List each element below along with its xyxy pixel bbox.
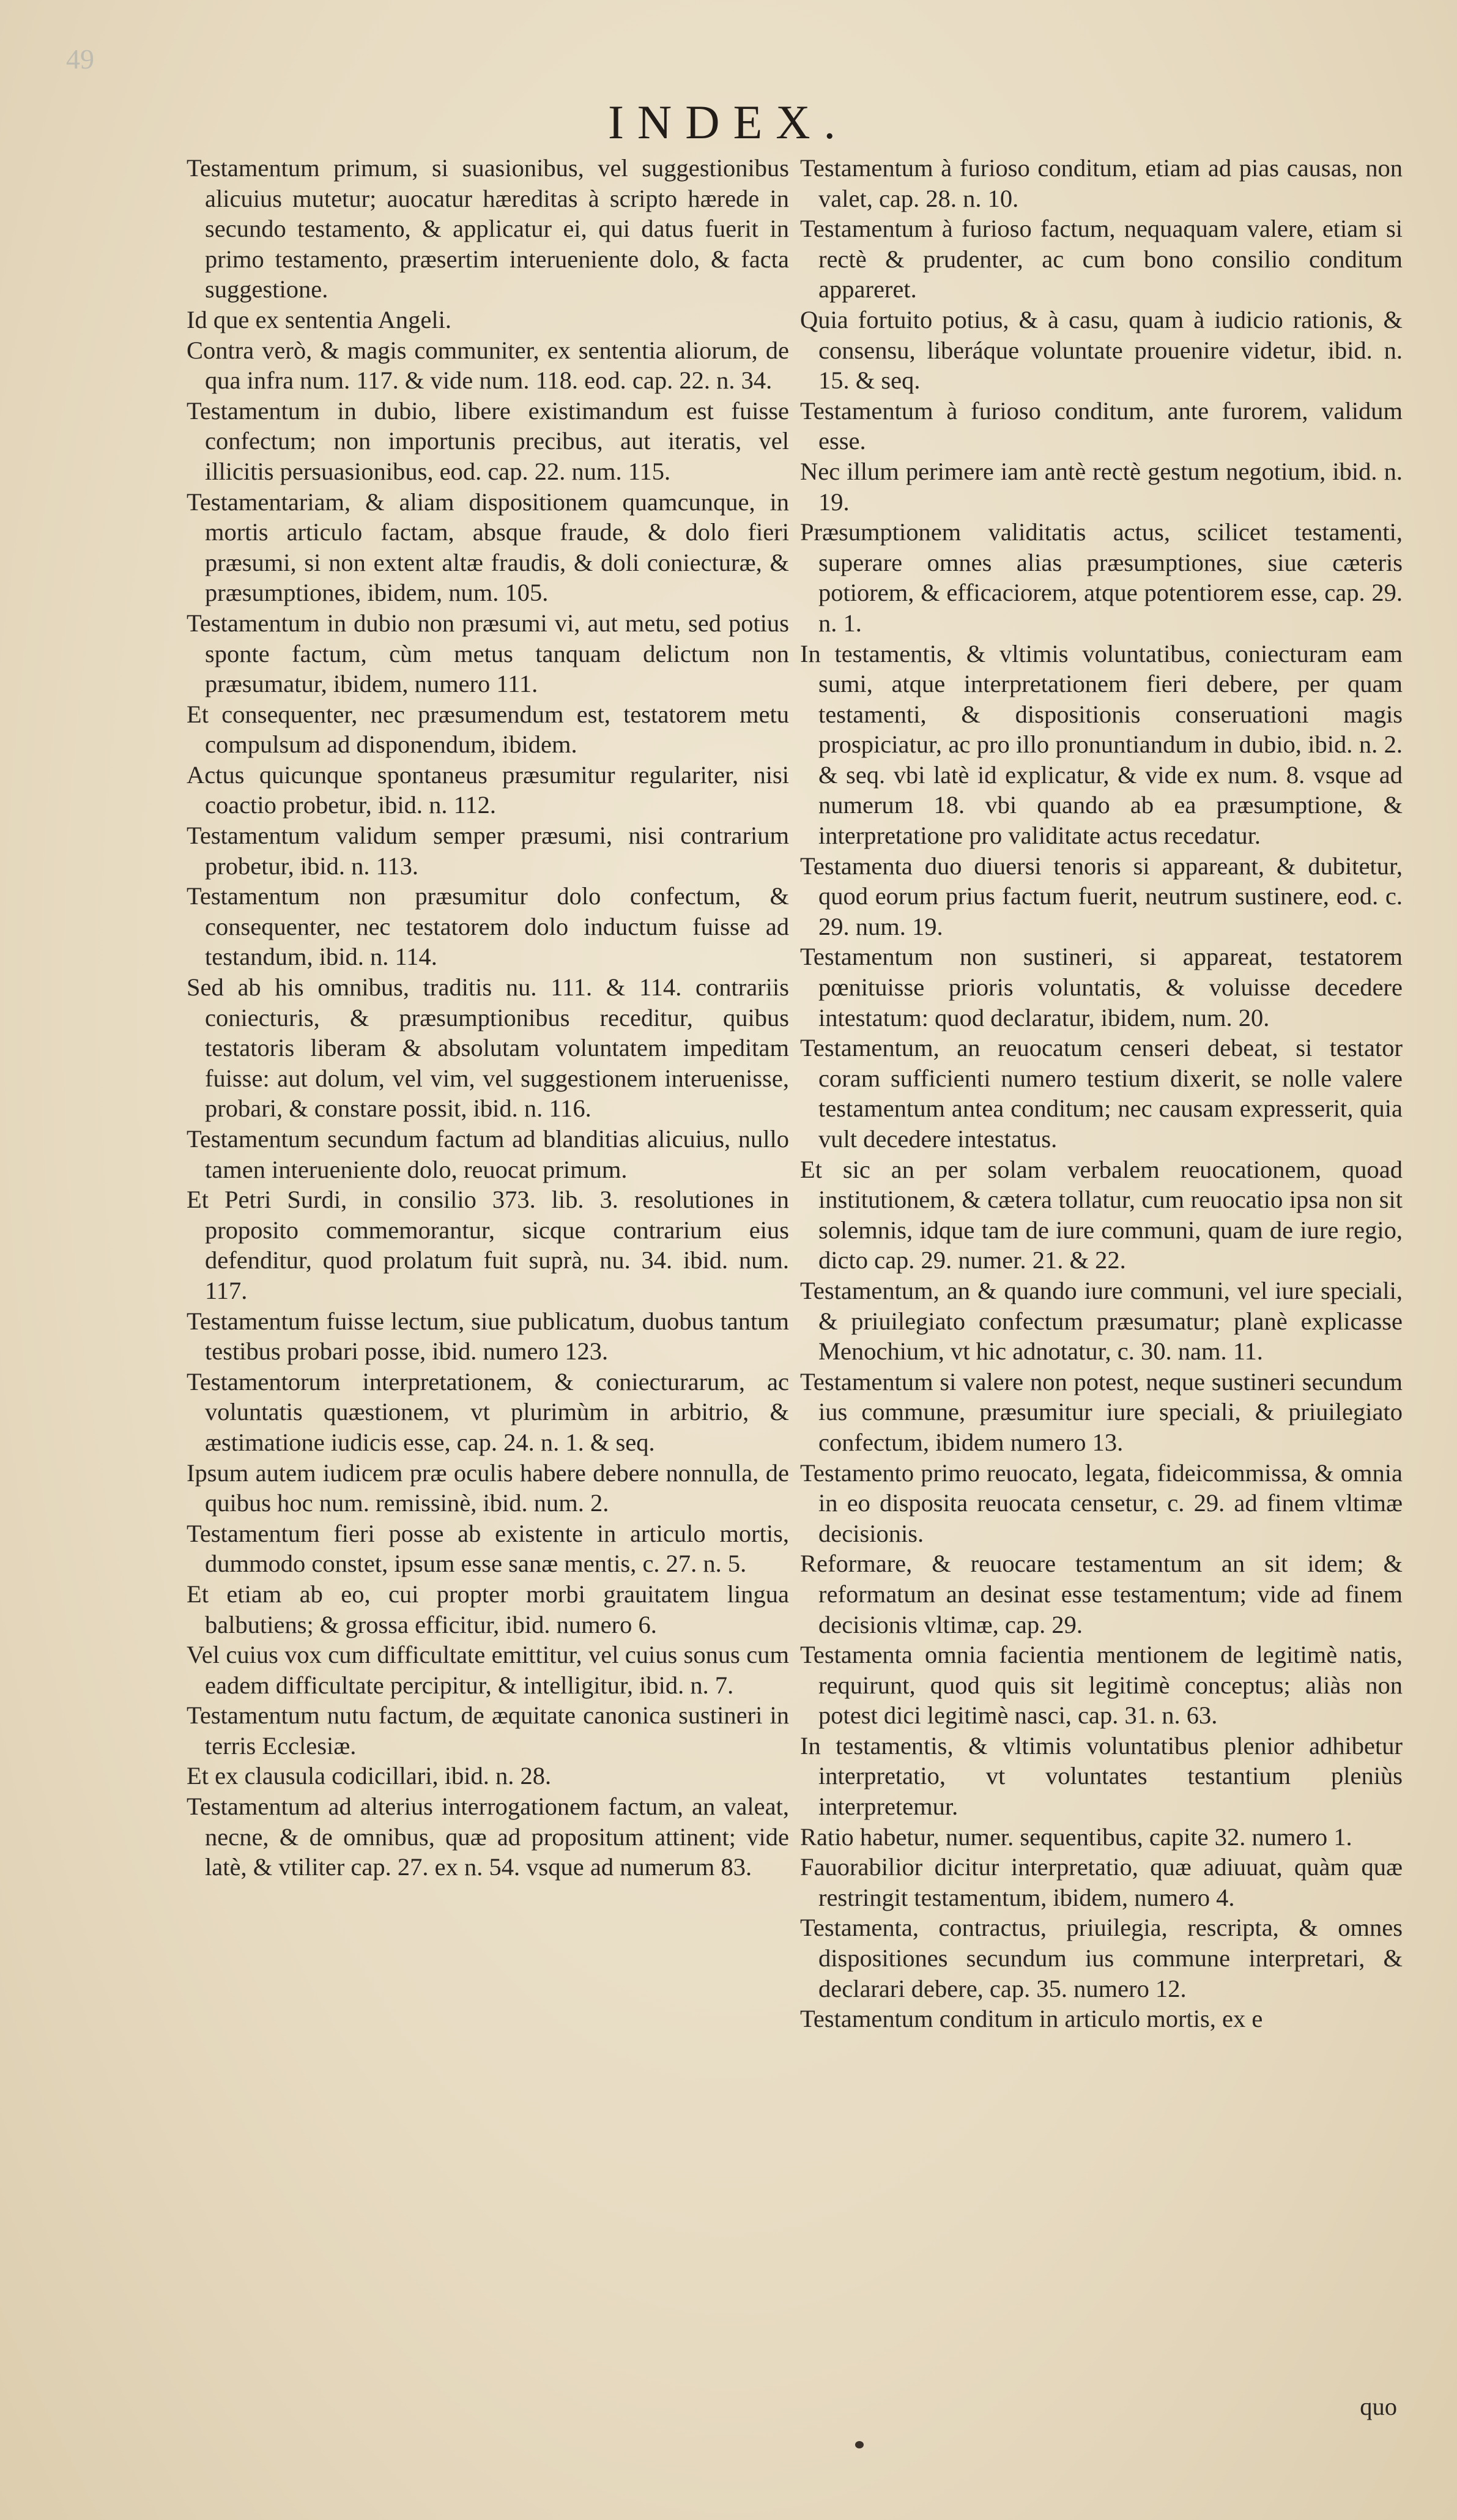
index-entry: Testamentum à furioso conditum, etiam ad pias causas, non valet, cap. 28. n. 10.: [800, 154, 1403, 212]
index-entry: Testamentum non sustineri, si appareat, testatorem pœnituisse prioris voluntatis, & voluisse decedere intestatum: quod declaratur, ibidem, num. 20.: [800, 943, 1403, 1031]
index-entry: Testamentum à furioso conditum, ante furorem, validum esse.: [800, 396, 1403, 455]
index-entry: Nec illum perimere iam antè rectè gestum negotium, ibid. n. 19.: [800, 457, 1403, 516]
index-entry: Contra verò, & magis communiter, ex sententia aliorum, de qua infra num. 117. & vide num. 118. eod. cap. 22. n. 34.: [187, 336, 789, 395]
index-entry: Testamentum nutu factum, de æquitate canonica sustineri in terris Ecclesiæ.: [187, 1701, 789, 1760]
index-entry: Ipsum autem iudicem præ oculis habere debere nonnulla, de quibus hoc num. remissinè, ibid. num. 2.: [187, 1459, 789, 1517]
index-entry: Testamentum, an & quando iure communi, vel iure speciali, & priuilegiato confectum præsumatur; planè explicasse Menochium, vt hic adnotatur, c. 30. nam. 11.: [800, 1276, 1403, 1366]
index-entry: Quia fortuito potius, & à casu, quam à iudicio rationis, & consensu, liberáque voluntate prouenire videtur, ibid. n. 15. & seq.: [800, 305, 1403, 395]
index-entry: Et Petri Surdi, in consilio 373. lib. 3. resolutiones in proposito commemorantur, sicque contrarium eius defenditur, quod prolatum fuit suprà, nu. 34. ibid. num. 117.: [187, 1186, 789, 1304]
index-entry: Testamentum si valere non potest, neque sustineri secundum ius commune, præsumitur iure speciali, & priuilegiato confectum, ibidem numero 13.: [800, 1367, 1403, 1456]
left-column: [187, 153, 789, 1883]
index-entry: Ratio habetur, numer. sequentibus, capite 32. numero 1.: [800, 1823, 1352, 1851]
index-entry: Testamento primo reuocato, legata, fideicommissa, & omnia in eo disposita reuocata censetur, c. 29. ad finem vltimæ decisionis.: [800, 1459, 1403, 1547]
index-entry: Testamentum fieri posse ab existente in articulo mortis, dummodo constet, ipsum esse sanæ mentis, c. 27. n. 5.: [187, 1519, 789, 1578]
catchword: quo: [1360, 2393, 1397, 2420]
index-entry: In testamentis, & vltimis voluntatibus, coniecturam eam sumi, atque interpretationem fieri debere, per quam testamenti, & dispositionis conseruationi magis prospiciatur, ac pro illo pronuntiandum in dubio, ibid. n. 2. & seq. vbi latè id explicatur, & vide ex num. 8. vsque ad numerum 18. vbi quando ab ea præsumptione, & interpretatione pro validitate actus recedatur.: [800, 639, 1403, 850]
index-entry: Et sic an per solam verbalem reuocationem, quoad institutionem, & cætera tollatur, cum reuocatio ipsa non sit solemnis, idque tam de iure communi, quam de iure regio, dicto cap. 29. numer. 21. & 22.: [800, 1155, 1403, 1274]
index-entry: Vel cuius vox cum difficultate emittitur, vel cuius sonus cum eadem difficultate percipitur, & intelligitur, ibid. n. 7.: [187, 1641, 789, 1699]
page-title: INDEX.: [607, 95, 850, 149]
index-entry: Testamentum conditum in articulo mortis, ex e: [800, 2005, 1263, 2033]
index-entry: Testamentum fuisse lectum, siue publicatum, duobus tantum testibus probari posse, ibid. numero 123.: [187, 1307, 789, 1366]
index-entry: Fauorabilior dicitur interpretatio, quæ adiuuat, quàm quæ restringit testamentum, ibidem, numero 4.: [800, 1853, 1403, 1911]
index-entry: Testamentum non præsumitur dolo confectum, & consequenter, nec testatorem dolo inductum fuisse ad testandum, ibid. n. 114.: [187, 882, 789, 971]
index-entry: Sed ab his omnibus, traditis nu. 111. & 114. contrariis coniecturis, & præsumptionibus receditur, quibus testatoris liberam & absolutam voluntatem impeditam fuisse: aut dolum, vel vim, vel suggestionem interuenisse, probari, & constare possit, ibid. n. 116.: [187, 973, 789, 1123]
index-entry: Reformare, & reuocare testamentum an sit idem; & reformatum an desinat esse testamentum; vide ad finem decisionis vltimæ, cap. 29.: [800, 1550, 1403, 1638]
index-entry: Testamenta duo diuersi tenoris si appareant, & dubitetur, quod eorum prius factum fuerit, neutrum sustinere, eod. c. 29. num. 19.: [800, 852, 1403, 940]
index-entry: In testamentis, & vltimis voluntatibus plenior adhibetur interpretatio, vt voluntates testantium pleniùs interpretemur.: [800, 1731, 1403, 1821]
index-entry: Testamentum secundum factum ad blanditias alicuius, nullo tamen interueniente dolo, reuocat primum.: [187, 1125, 789, 1183]
index-entry: Testamentum primum, si suasionibus, vel suggestionibus alicuius mutetur; auocatur hæreditas à scripto hærede in secundo testamento, & applicatur ei, qui datus fuerit in primo testamento, præsertim interueniente dolo, & facta suggestione.: [187, 154, 789, 303]
index-entry: Actus quicunque spontaneus præsumitur regulariter, nisi coactio probetur, ibid. n. 112.: [187, 760, 789, 819]
index-entry: Et ex clausula codicillari, ibid. n. 28.: [187, 1762, 552, 1790]
index-entry: Et consequenter, nec præsumendum est, testatorem metu compulsum ad disponendum, ibidem.: [187, 700, 789, 759]
index-entry: Testamentum validum semper præsumi, nisi contrarium probetur, ibid. n. 113.: [187, 822, 789, 880]
index-entry: Testamentum, an reuocatum censeri debeat, si testator coram sufficienti numero testium dixerit, se nolle valere testamentum antea conditum; nec causam expresserit, quia vult decedere intestatus.: [800, 1034, 1403, 1153]
index-entry: Testamentum à furioso factum, nequaquam valere, etiam si rectè & prudenter, ac cum bono consilio conditum appareret.: [800, 215, 1403, 303]
index-entry: Id que ex sententia Angeli.: [187, 305, 452, 333]
right-column: [800, 153, 1403, 2034]
index-entry: Testamenta omnia facientia mentionem de legitimè natis, requirunt, quod quis sit legitimè conceptus; aliàs non potest dici legitimè nasci, cap. 31. n. 63.: [800, 1641, 1403, 1730]
index-entry: Testamentariam, & aliam dispositionem quamcunque, in mortis articulo factam, absque fraude, & dolo fieri præsumi, si non extent altæ fraudis, & doli coniecturæ, & præsumptiones, ibidem, num. 105.: [187, 488, 789, 607]
index-entry: Testamentorum interpretationem, & coniecturarum, ac voluntatis quæstionem, vt plurimùm in arbitrio, & æstimatione iudicis esse, cap. 24. n. 1. & seq.: [187, 1367, 789, 1456]
index-entry: Testamenta, contractus, priuilegia, rescripta, & omnes dispositiones secundum ius commune interpretari, & declarari debere, cap. 35. numero 12.: [800, 1914, 1403, 2002]
index-entry: Testamentum in dubio non præsumi vi, aut metu, sed potius sponte factum, cùm metus tanquam delictum non præsumatur, ibidem, numero 111.: [187, 609, 789, 698]
corner-pen-mark: 49: [66, 43, 94, 75]
ink-dot: [855, 2441, 864, 2448]
index-entry: Et etiam ab eo, cui propter morbi grauitatem lingua balbutiens; & grossa efficitur, ibid. numero 6.: [187, 1580, 789, 1638]
index-entry: Testamentum ad alterius interrogationem factum, an valeat, necne, & de omnibus, quæ ad propositum attinent; vide latè, & vtiliter cap. 27. ex n. 54. vsque ad numerum 83.: [187, 1793, 789, 1881]
index-entry: Testamentum in dubio, libere existimandum est fuisse confectum; non importunis precibus, aut iteratis, vel illicitis persuasionibus, eod. cap. 22. num. 115.: [187, 396, 789, 485]
index-entry: Præsumptionem validitatis actus, scilicet testamenti, superare omnes alias præsumptiones, siue cæteris potiorem, & efficaciorem, atque potentiorem esse, cap. 29. n. 1.: [800, 518, 1403, 637]
